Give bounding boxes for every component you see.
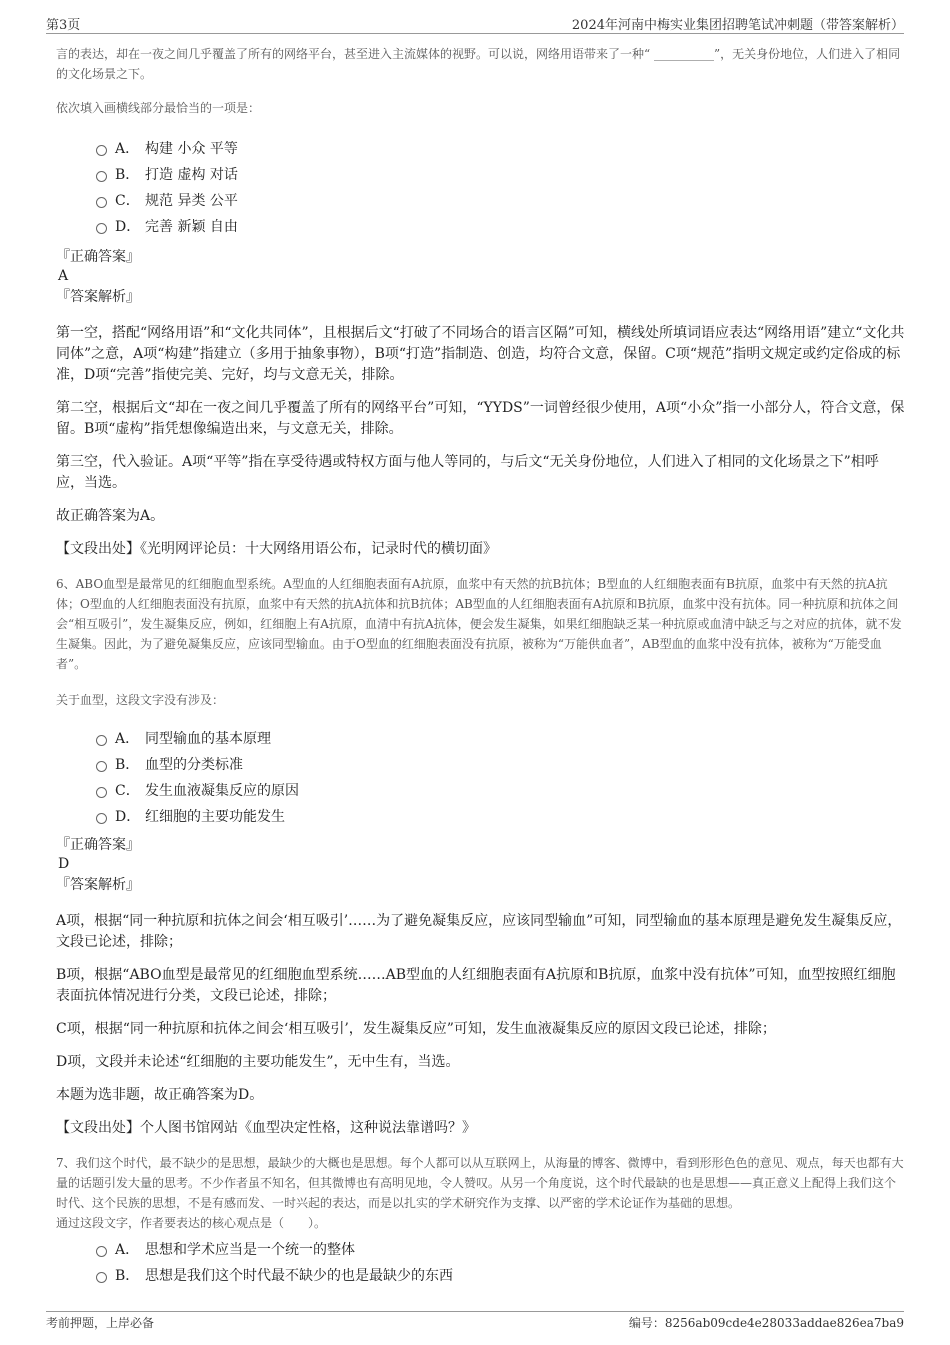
analysis-label: 『答案解析』 bbox=[56, 877, 140, 893]
question-prompt: 通过这段文字，作者要表达的核心观点是（ ）。 bbox=[56, 1216, 327, 1230]
question-stem: 7、我们这个时代，最不缺少的是思想，最缺少的大概也是思想。每个人都可以从互联网上，从海量的博客、微博中，看到形形色色的意见、观点，每天也都有大量的话题引发大量的思考。不少作者虽不知名，但其微博也有高明见地，令人赞叹。从另一个角度说，这个时代最缺的也是思想——真正意义上配得上我们这个时代、这个民族的思想，不是有感而发、一时兴起的表达，而是以扎实的学术研究作为支撑、以严密的学术论证作为基础的思想。 bbox=[56, 1156, 904, 1210]
q5-option-a[interactable]: A． 构建 小众 平等 bbox=[96, 136, 906, 162]
radio-icon[interactable] bbox=[96, 813, 107, 824]
radio-icon[interactable] bbox=[96, 145, 107, 156]
page-header bbox=[0, 0, 950, 36]
source-citation: 【文段出处】《光明网评论员：十大网络用语公布，记录时代的横切面》 bbox=[56, 541, 497, 557]
analysis-label: 『答案解析』 bbox=[56, 289, 140, 305]
q6-option-d[interactable]: D． 红细胞的主要功能发生 bbox=[96, 804, 906, 830]
q5-option-b[interactable]: B． 打造 虚构 对话 bbox=[96, 162, 906, 188]
correct-answer: D bbox=[58, 856, 70, 872]
q7-options bbox=[96, 1237, 906, 1289]
document-id: 编号：8256ab09cde4e28033addae826ea7ba9 bbox=[628, 1316, 904, 1330]
correct-answer: A bbox=[58, 268, 69, 284]
analysis-paragraph: A项，根据“同一种抗原和抗体之间会‘相互吸引’……为了避免凝集反应，应该同型输血”可知，同型输血的基本原理是避免发生凝集反应，文段已论述，排除； bbox=[56, 913, 902, 950]
radio-icon[interactable] bbox=[96, 197, 107, 208]
radio-icon[interactable] bbox=[96, 735, 107, 746]
radio-icon[interactable] bbox=[96, 1272, 107, 1283]
q7-option-b[interactable]: B． 思想是我们这个时代最不缺少的也是最缺少的东西 bbox=[96, 1263, 906, 1289]
radio-icon[interactable] bbox=[96, 761, 107, 772]
q6-option-a[interactable]: A． 同型输血的基本原理 bbox=[96, 726, 906, 752]
q5-option-d[interactable]: D． 完善 新颖 自由 bbox=[96, 214, 906, 240]
q5-option-c[interactable]: C． 规范 异类 公平 bbox=[96, 188, 906, 214]
page-content bbox=[56, 44, 906, 1289]
correct-answer-label: 『正确答案』 bbox=[56, 249, 140, 265]
footer-divider bbox=[46, 1311, 904, 1312]
footer-slogan: 考前押题，上岸必备 bbox=[46, 1316, 155, 1330]
analysis-paragraph: 第一空，搭配“网络用语”和“文化共同体”，且根据后文“打破了不同场合的语言区隔”可知，横线处所填词语应表达“网络用语”建立“文化共同体”之意，A项“构建”指建立（多用于抽象事物），B项“打造”指制造、创造，均符合文意，保留。C项“规范”指明文规定或约定俗成的标准，D项“完善”指使完美、完好，均与文意无关，排除。 bbox=[56, 325, 905, 383]
radio-icon[interactable] bbox=[96, 171, 107, 182]
correct-answer-label: 『正确答案』 bbox=[56, 837, 140, 853]
analysis-paragraph: C项，根据“同一种抗原和抗体之间会‘相互吸引’，发生凝集反应”可知，发生血液凝集反应的原因文段已论述，排除； bbox=[56, 1021, 776, 1037]
question-stem: 6、ABO血型是最常见的红细胞血型系统。A型血的人红细胞表面有A抗原，血浆中有天然的抗B抗体；B型血的人红细胞表面有B抗原，血浆中有天然的抗A抗体；O型血的人红细胞表面没有抗原，血浆中有天然的抗A抗体和抗B抗体；AB型血的人红细胞表面有A抗原和B抗原，血浆中没有抗体。同一种抗原和抗体之间会“相互吸引”，发生凝集反应，例如，红细胞上有A抗原，血清中有抗A抗体，便会发生凝集，如果红细胞缺乏某一种抗原或血清中缺乏与之对应的抗体，就不发生凝集。因此，为了避免凝集反应，应该同型输血。由于O型血的红细胞表面没有抗原，被称为“万能供血者”，AB型血的血浆中没有抗体，被称为“万能受血者”。 bbox=[56, 577, 902, 671]
analysis-paragraph: 第二空，根据后文“却在一夜之间几乎覆盖了所有的网络平台”可知，“YYDS”一词曾经很少使用，A项“小众”指一小部分人，符合文意，保留。B项“虚构”指凭想像编造出来，与文意无关，排除。 bbox=[56, 400, 905, 437]
radio-icon[interactable] bbox=[96, 787, 107, 798]
document-title: 2024年河南中梅实业集团招聘笔试冲刺题（带答案解析） bbox=[571, 18, 904, 33]
analysis-conclusion: 本题为选非题，故正确答案为D。 bbox=[56, 1087, 264, 1103]
source-citation: 【文段出处】个人图书馆网站《血型决定性格，这种说法靠谱吗？》 bbox=[56, 1120, 476, 1136]
question-prompt: 关于血型，这段文字没有涉及： bbox=[56, 693, 225, 707]
question-stem-continued: 言的表达，却在一夜之间几乎覆盖了所有的网络平台，甚至进入主流媒体的视野。可以说，网络用语带来了一种“ __________”，无关身份地位，人们进入了相同的文化场景之下。 bbox=[56, 47, 901, 81]
page-number: 第3页 bbox=[46, 18, 81, 33]
radio-icon[interactable] bbox=[96, 223, 107, 234]
analysis-paragraph: B项，根据“ABO血型是最常见的红细胞血型系统……AB型血的人红细胞表面有A抗原和B抗原，血浆中没有抗体”可知，血型按照红细胞表面抗体情况进行分类，文段已论述，排除； bbox=[56, 967, 896, 1004]
q6-option-c[interactable]: C． 发生血液凝集反应的原因 bbox=[96, 778, 906, 804]
q5-options bbox=[96, 136, 906, 240]
analysis-conclusion: 故正确答案为A。 bbox=[56, 508, 165, 524]
question-prompt: 依次填入画横线部分最恰当的一项是： bbox=[56, 101, 261, 115]
header-divider bbox=[46, 33, 904, 34]
q7-option-a[interactable]: A． 思想和学术应当是一个统一的整体 bbox=[96, 1237, 906, 1263]
analysis-paragraph: 第三空，代入验证。A项“平等”指在享受待遇或特权方面与他人等同的，与后文“无关身份地位，人们进入了相同的文化场景之下”相呼应，当选。 bbox=[56, 454, 879, 491]
q6-options bbox=[96, 726, 906, 830]
radio-icon[interactable] bbox=[96, 1246, 107, 1257]
q6-option-b[interactable]: B． 血型的分类标准 bbox=[96, 752, 906, 778]
analysis-paragraph: D项，文段并未论述“红细胞的主要功能发生”，无中生有，当选。 bbox=[56, 1054, 460, 1070]
